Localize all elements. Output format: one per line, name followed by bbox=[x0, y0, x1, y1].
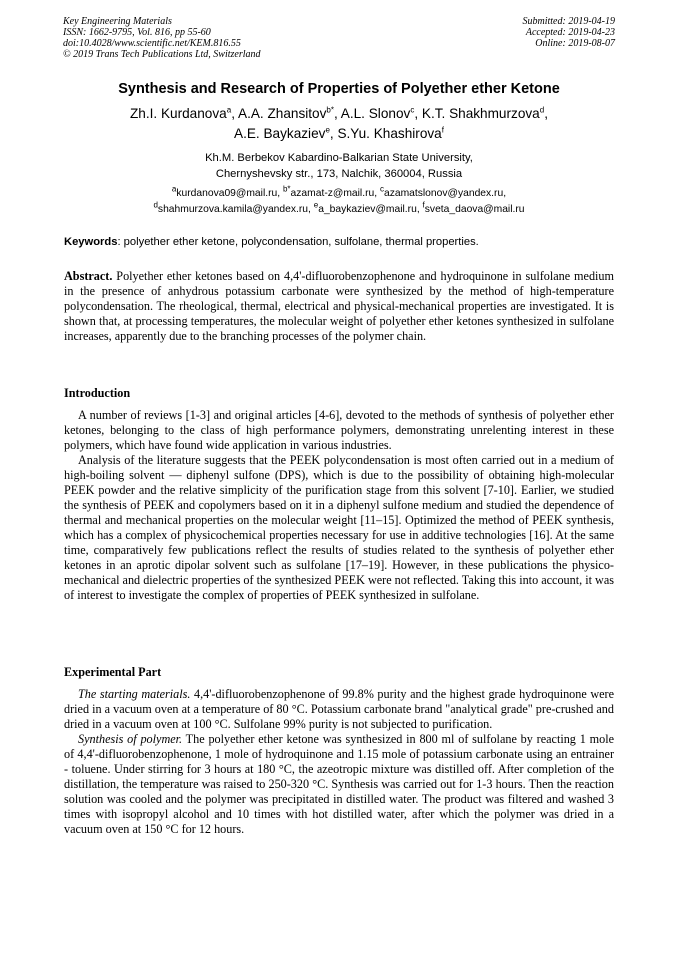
paragraph: Analysis of the literature suggests that the PEEK polycondensation is most often carried out in a medium of high-boiling solvent — diphenyl sulfone (DPS), which is due to the possibility of obtaining high-molecular PEEK powder and the relative simplicity of the purification stage from this solvent [7-10]. Earlier, we studied the synthesis of PEEK and copolymers based on it in a diphenyl sulfone medium and studied the dependence of thermal and mechanical properties on the molecular weight [11–15]. Optimized the method of PEEK synthesis, which has a complex of physicochemical properties necessary for use in additive technologies [16]. At the same time, comparatively few publications reflect the results of studies related to the synthesis of polyether ether ketones in an aprotic dipolar solvent such as sulfolane [17–19]. However, in these publications the physico-mechanical and dielectric properties of the synthesized PEEK were not reflected. Taking this into account, it was of interest to investigate the complex of properties of PEEK synthesized in sulfolane. bbox=[64, 453, 614, 602]
online-date: Online: 2019-08-07 bbox=[535, 38, 615, 49]
abstract-text: Polyether ether ketones based on 4,4'-difluorobenzophenone and hydroquinone in sulfolane medium in the presence of anhydrous potassium carbonate were synthesized by the method of high-temperature polycondensation. The rheological, thermal, electrical and physical-mechanical properties are investigated. It is shown that, at processing temperatures, the molecular weight of polyether ether ketones synthesized in sulfolane increases, apparently due to the branching processes of the polymer chain. bbox=[64, 269, 614, 343]
email-link[interactable]: $^d$shahmurzova.kamila@yandex.ru bbox=[153, 200, 309, 215]
affiliation-line: Kh.M. Berbekov Kabardino-Balkarian State University, bbox=[205, 152, 473, 164]
affiliation bbox=[40, 151, 638, 182]
paragraph: Synthesis of polymer. The polyether ether ketone was synthesized in 800 ml of sulfolane by reacting 1 mole of 4,4'-difluorobenzophenone, 1 mole of hydroquinone and 1.15 mole of potassium carbonate using an entrainer - toluene. Under stirring for 3 hours at 180 °C, the azeotropic mixture was distilled off. After completion of the distillation, the temperature was raised to 250-320 °C. Synthesis was carried out for 1-3 hours. Then the reaction solution was cooled and the polymer was precipitated in distilled water. The product was filtered and washed 3 times with isopropyl alcohol and 10 times with hot distilled water, after which the polymer was dried in a vacuum oven at 150 °C for 12 hours. bbox=[64, 732, 614, 836]
section-heading-experimental: Experimental Part bbox=[64, 665, 162, 679]
subsection-label: The starting materials. bbox=[78, 687, 191, 701]
author: K.T. Shakhmurzova$^d$, bbox=[421, 105, 548, 121]
keywords-text: : polyether ether ketone, polycondensation, sulfolane, thermal properties. bbox=[117, 236, 479, 248]
section-heading-introduction: Introduction bbox=[64, 386, 131, 400]
author: S.Yu. Khashirova$^f$ bbox=[337, 125, 444, 141]
journal-copyright: © 2019 Trans Tech Publications Ltd, Switzerland bbox=[63, 49, 261, 60]
email-link[interactable]: $^a$kurdanova09@mail.ru bbox=[171, 184, 278, 199]
email-link[interactable]: $^c$azamatslonov@yandex.ru bbox=[379, 184, 504, 199]
abstract-label: Abstract. bbox=[64, 269, 113, 283]
paragraph: The starting materials. 4,4'-difluorobenzophenone of 99.8% purity and the highest grade hydroquinone were dried in a vacuum oven at a temperature of 80 °C. Potassium carbonate brand "analytical grade" pre-crushed and dried in a vacuum oven at 100 °C. Sulfolane 99% purity is not subjected to purification. bbox=[64, 687, 615, 731]
author: A.A. Zhansitov$^{b*}$, bbox=[238, 105, 341, 121]
author: Zh.I. Kurdanova$^a$, bbox=[130, 105, 238, 121]
journal-info bbox=[63, 16, 383, 60]
journal-issn: ISSN: 1662-9795, Vol. 816, pp 55-60 bbox=[63, 27, 211, 38]
email-link[interactable]: $^{b*}$azamat-z@mail.ru bbox=[282, 184, 375, 199]
submitted-date: Submitted: 2019-04-19 bbox=[522, 16, 615, 27]
affiliation-line: Chernyshevsky str., 173, Nalchik, 360004, Russia bbox=[215, 167, 463, 180]
subsection-label: Synthesis of polymer. bbox=[78, 732, 183, 746]
keywords-label: Keywords bbox=[64, 236, 118, 248]
paper-title: Synthesis and Research of Properties of Polyether ether Ketone bbox=[118, 81, 560, 97]
accepted-date: Accepted: 2019-04-23 bbox=[525, 27, 615, 38]
journal-doi[interactable]: doi:10.4028/www.scientific.net/KEM.816.55 bbox=[63, 38, 241, 49]
publication-dates bbox=[395, 16, 615, 49]
paragraph: A number of reviews [1-3] and original articles [4-6], devoted to the methods of synthesis of polyether ether ketones, belonging to the class of high performance polymers, demonstrating unrelenting interest in these polymers, which have found wide application in various industries. bbox=[64, 408, 614, 452]
author: A.L. Slonov$^c$, bbox=[340, 105, 422, 121]
journal-name: Key Engineering Materials bbox=[63, 16, 172, 27]
author-list bbox=[40, 104, 638, 144]
email-link[interactable]: $^e$a_baykaziev@mail.ru bbox=[313, 200, 417, 215]
author: A.E. Baykaziev$^e$, bbox=[234, 125, 338, 141]
introduction-body bbox=[64, 408, 614, 603]
email-link[interactable]: $^f$sveta_daova@mail.ru bbox=[422, 200, 525, 215]
keywords bbox=[64, 235, 616, 249]
abstract bbox=[64, 269, 614, 344]
author-emails: $^a$kurdanova09@mail.ru, $^{b*}$azamat-z@mail.ru, $^c$azamatslonov@yandex.ru, $^d$shahmurzova.kamila@yandex.ru, $^e$a_baykaziev@mail.ru, $^f$sveta_daova@mail.ru bbox=[153, 184, 525, 215]
experimental-body bbox=[64, 687, 614, 837]
